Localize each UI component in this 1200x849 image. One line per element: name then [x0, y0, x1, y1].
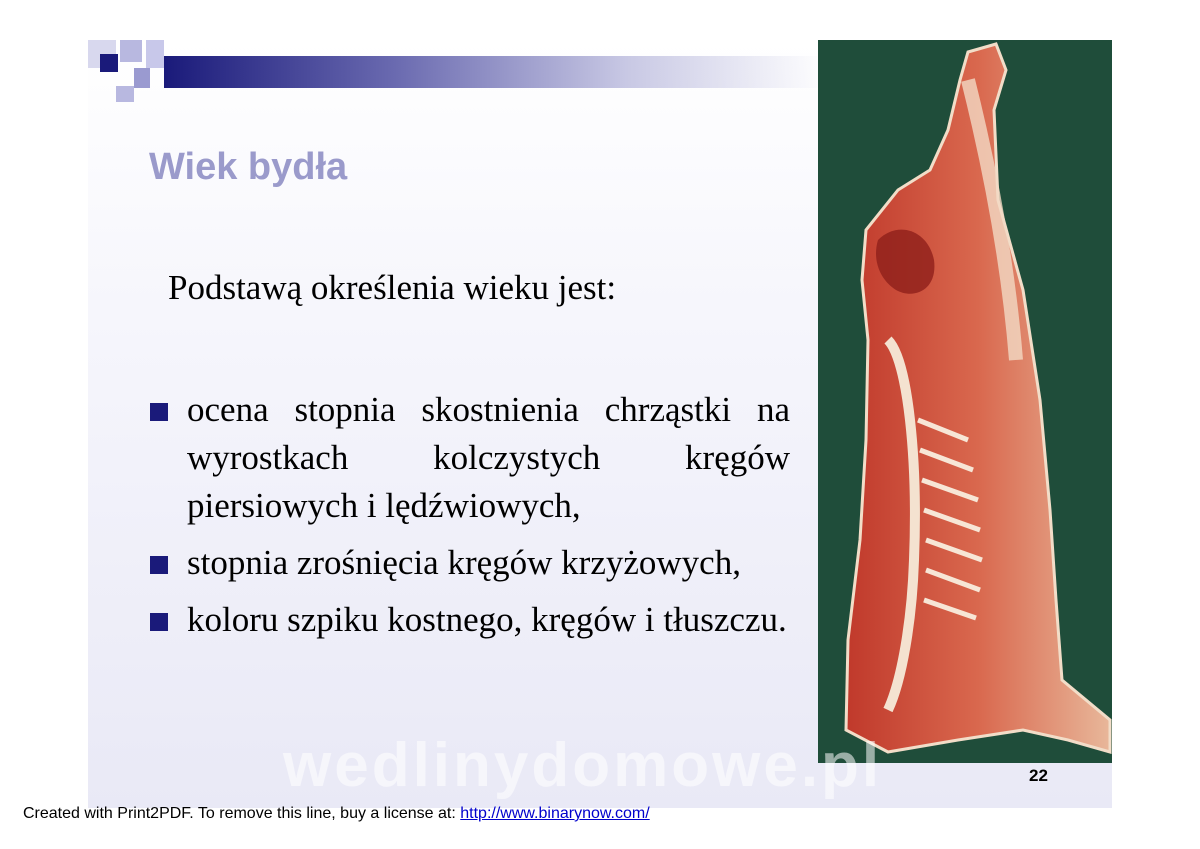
beef-carcass-photo — [818, 40, 1112, 763]
bullet-list — [150, 386, 790, 653]
carcass-illustration — [818, 40, 1112, 763]
bullet-item — [150, 539, 790, 587]
bullet-item — [150, 386, 790, 530]
bullet-square-icon — [150, 613, 168, 631]
watermark: wedlinydomowe.pl — [283, 731, 883, 800]
intro-text: Podstawą określenia wieku jest: — [168, 268, 617, 307]
slide — [88, 40, 1112, 808]
bullet-square-icon — [150, 403, 168, 421]
slide-title: Wiek bydła — [149, 146, 348, 188]
header-gradient-bar — [164, 56, 824, 88]
bullet-text: koloru szpiku kostnego, kręgów i tłuszczu. — [187, 600, 787, 639]
bullet-text: stopnia zrośnięcia kręgów krzyżowych, — [187, 543, 741, 582]
header-square — [134, 68, 150, 88]
print2pdf-footer — [23, 805, 650, 823]
header-square-dark — [100, 54, 118, 72]
footer-text: Created with Print2PDF. To remove this line, buy a license at: — [23, 805, 461, 822]
bullet-item — [150, 596, 790, 644]
bullet-text: ocena stopnia skostnienia chrząstki na wyrostkach kolczystych kręgów piersiowych i lędźwiowych, — [187, 390, 790, 525]
page-number: 22 — [1029, 766, 1048, 785]
header-square — [116, 86, 134, 102]
header-square — [120, 40, 142, 62]
header-square — [146, 40, 164, 68]
license-link[interactable]: http://www.binarynow.com/ — [460, 805, 650, 822]
bullet-square-icon — [150, 556, 168, 574]
